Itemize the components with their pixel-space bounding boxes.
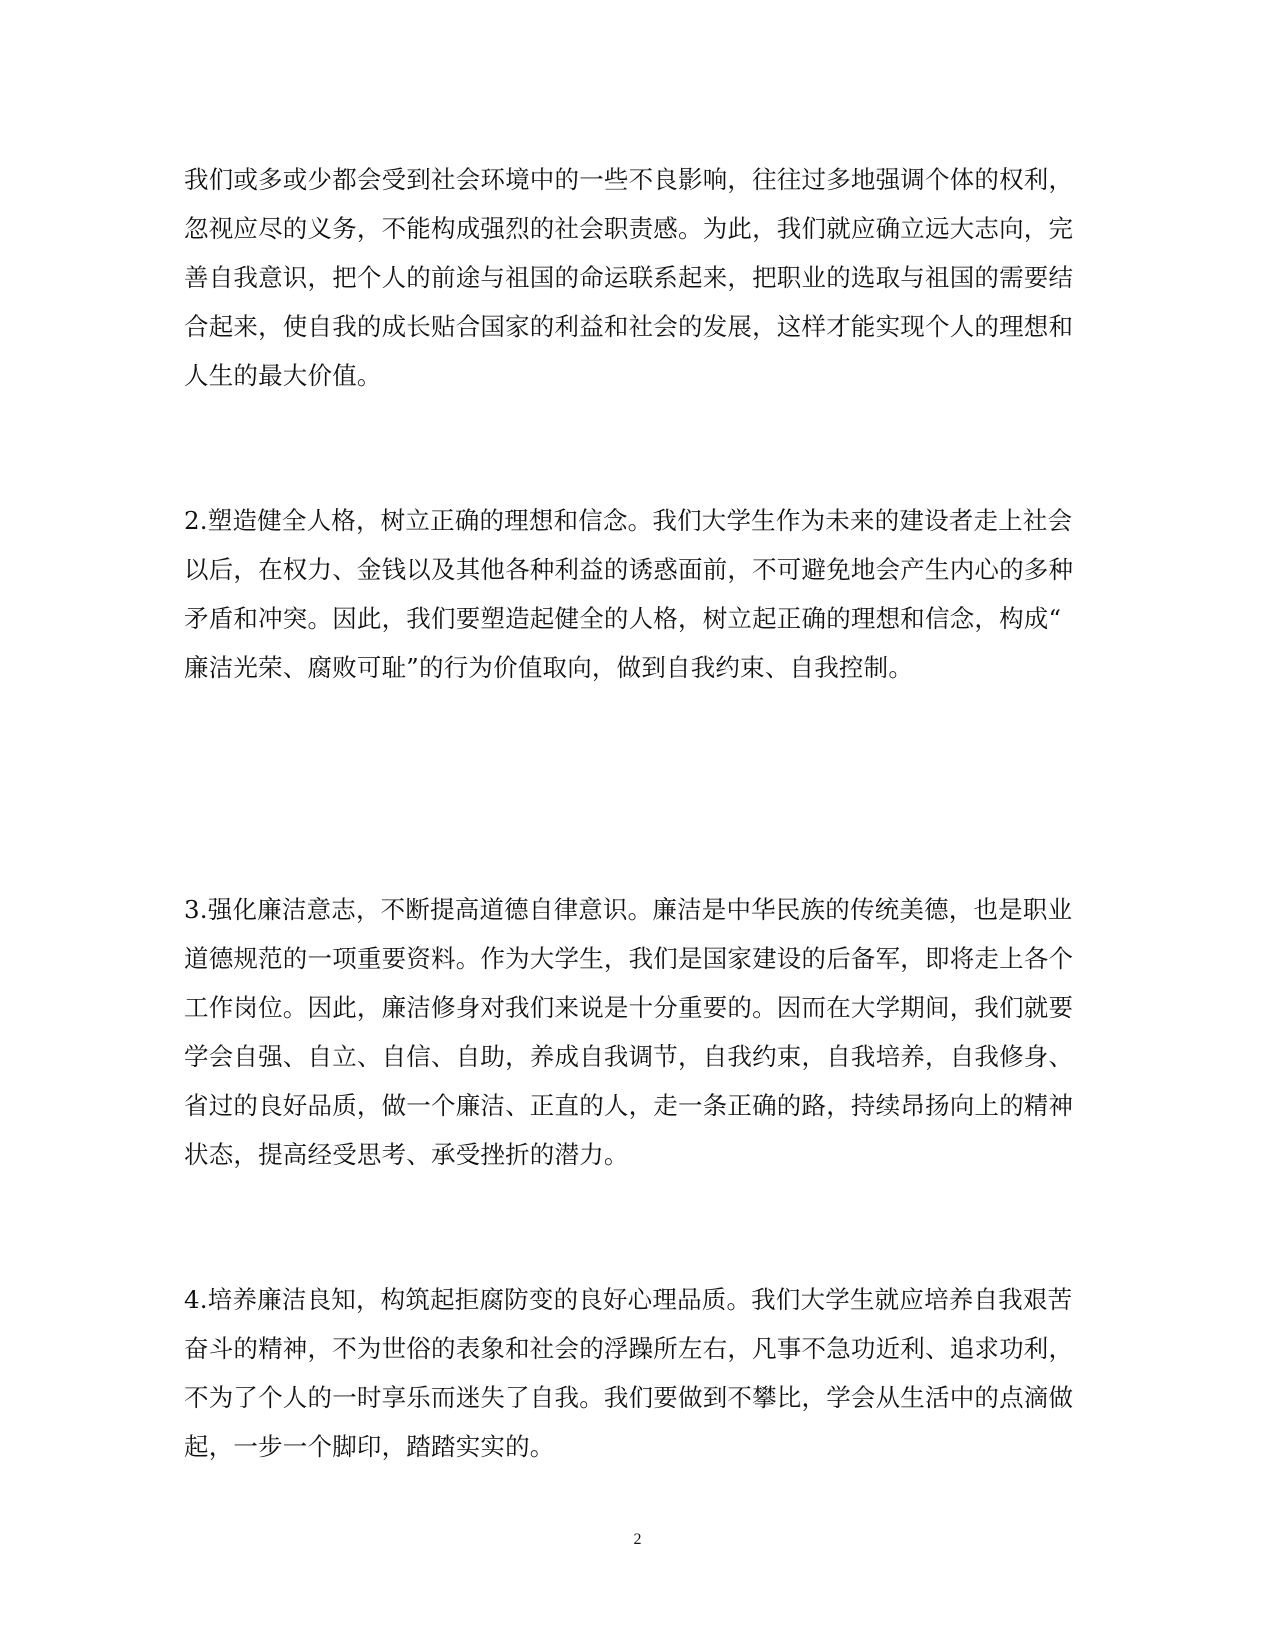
paragraph-line: 状态，提高经受思考、承受挫折的潜力。 [184,1140,629,1169]
paragraph-line: 起，一步一个脚印，踏踏实实的。 [184,1432,555,1461]
paragraph-2 [184,496,1084,692]
paragraph-line: 以后，在权力、金钱以及其他各种利益的诱惑面前，不可避免地会产生内心的多种 [184,555,1074,584]
paragraph-line: 人生的最大价值。 [184,361,382,390]
paragraph-line: 矛盾和冲突。因此，我们要塑造起健全的人格，树立起正确的理想和信念，构成“ [184,604,1062,633]
paragraph-3 [184,885,1084,1179]
paragraph-line: 道德规范的一项重要资料。作为大学生，我们是国家建设的后备军，即将走上各个 [184,944,1074,973]
paragraph-line: 我们或多或少都会受到社会环境中的一些不良影响，往往过多地强调个体的权利， [184,165,1074,194]
paragraph-line: 4.培养廉洁良知，构筑起拒腐防变的良好心理品质。我们大学生就应培养自我艰苦 [184,1285,1073,1314]
paragraph-line: 学会自强、自立、自信、自助，养成自我调节，自我约束，自我培养，自我修身、 [184,1042,1074,1071]
paragraph-line: 合起来，使自我的成长贴合国家的利益和社会的发展，这样才能实现个人的理想和 [184,312,1074,341]
paragraph-line: 省过的良好品质，做一个廉洁、正直的人，走一条正确的路，持续昂扬向上的精神 [184,1091,1074,1120]
paragraph-line: 3.强化廉洁意志，不断提高道德自律意识。廉洁是中华民族的传统美德，也是职业 [184,895,1073,924]
paragraph-line: 不为了个人的一时享乐而迷失了自我。我们要做到不攀比，学会从生活中的点滴做 [184,1383,1074,1412]
paragraph-line: 忽视应尽的义务，不能构成强烈的社会职责感。为此，我们就应确立远大志向，完 [184,214,1074,243]
paragraph-line: 廉洁光荣、腐败可耻”的行为价值取向，做到自我约束、自我控制。 [184,653,914,682]
paragraph-line: 2.塑造健全人格，树立正确的理想和信念。我们大学生作为未来的建设者走上社会 [184,506,1073,535]
paragraph-1 [184,155,1084,400]
paragraph-line: 善自我意识，把个人的前途与祖国的命运联系起来，把职业的选取与祖国的需要结 [184,263,1074,292]
paragraph-line: 奋斗的精神，不为世俗的表象和社会的浮躁所左右，凡事不急功近利、追求功利， [184,1334,1074,1363]
page-number: 2 [633,1531,642,1548]
paragraph-line: 工作岗位。因此，廉洁修身对我们来说是十分重要的。因而在大学期间，我们就要 [184,993,1074,1022]
paragraph-4 [184,1275,1084,1471]
